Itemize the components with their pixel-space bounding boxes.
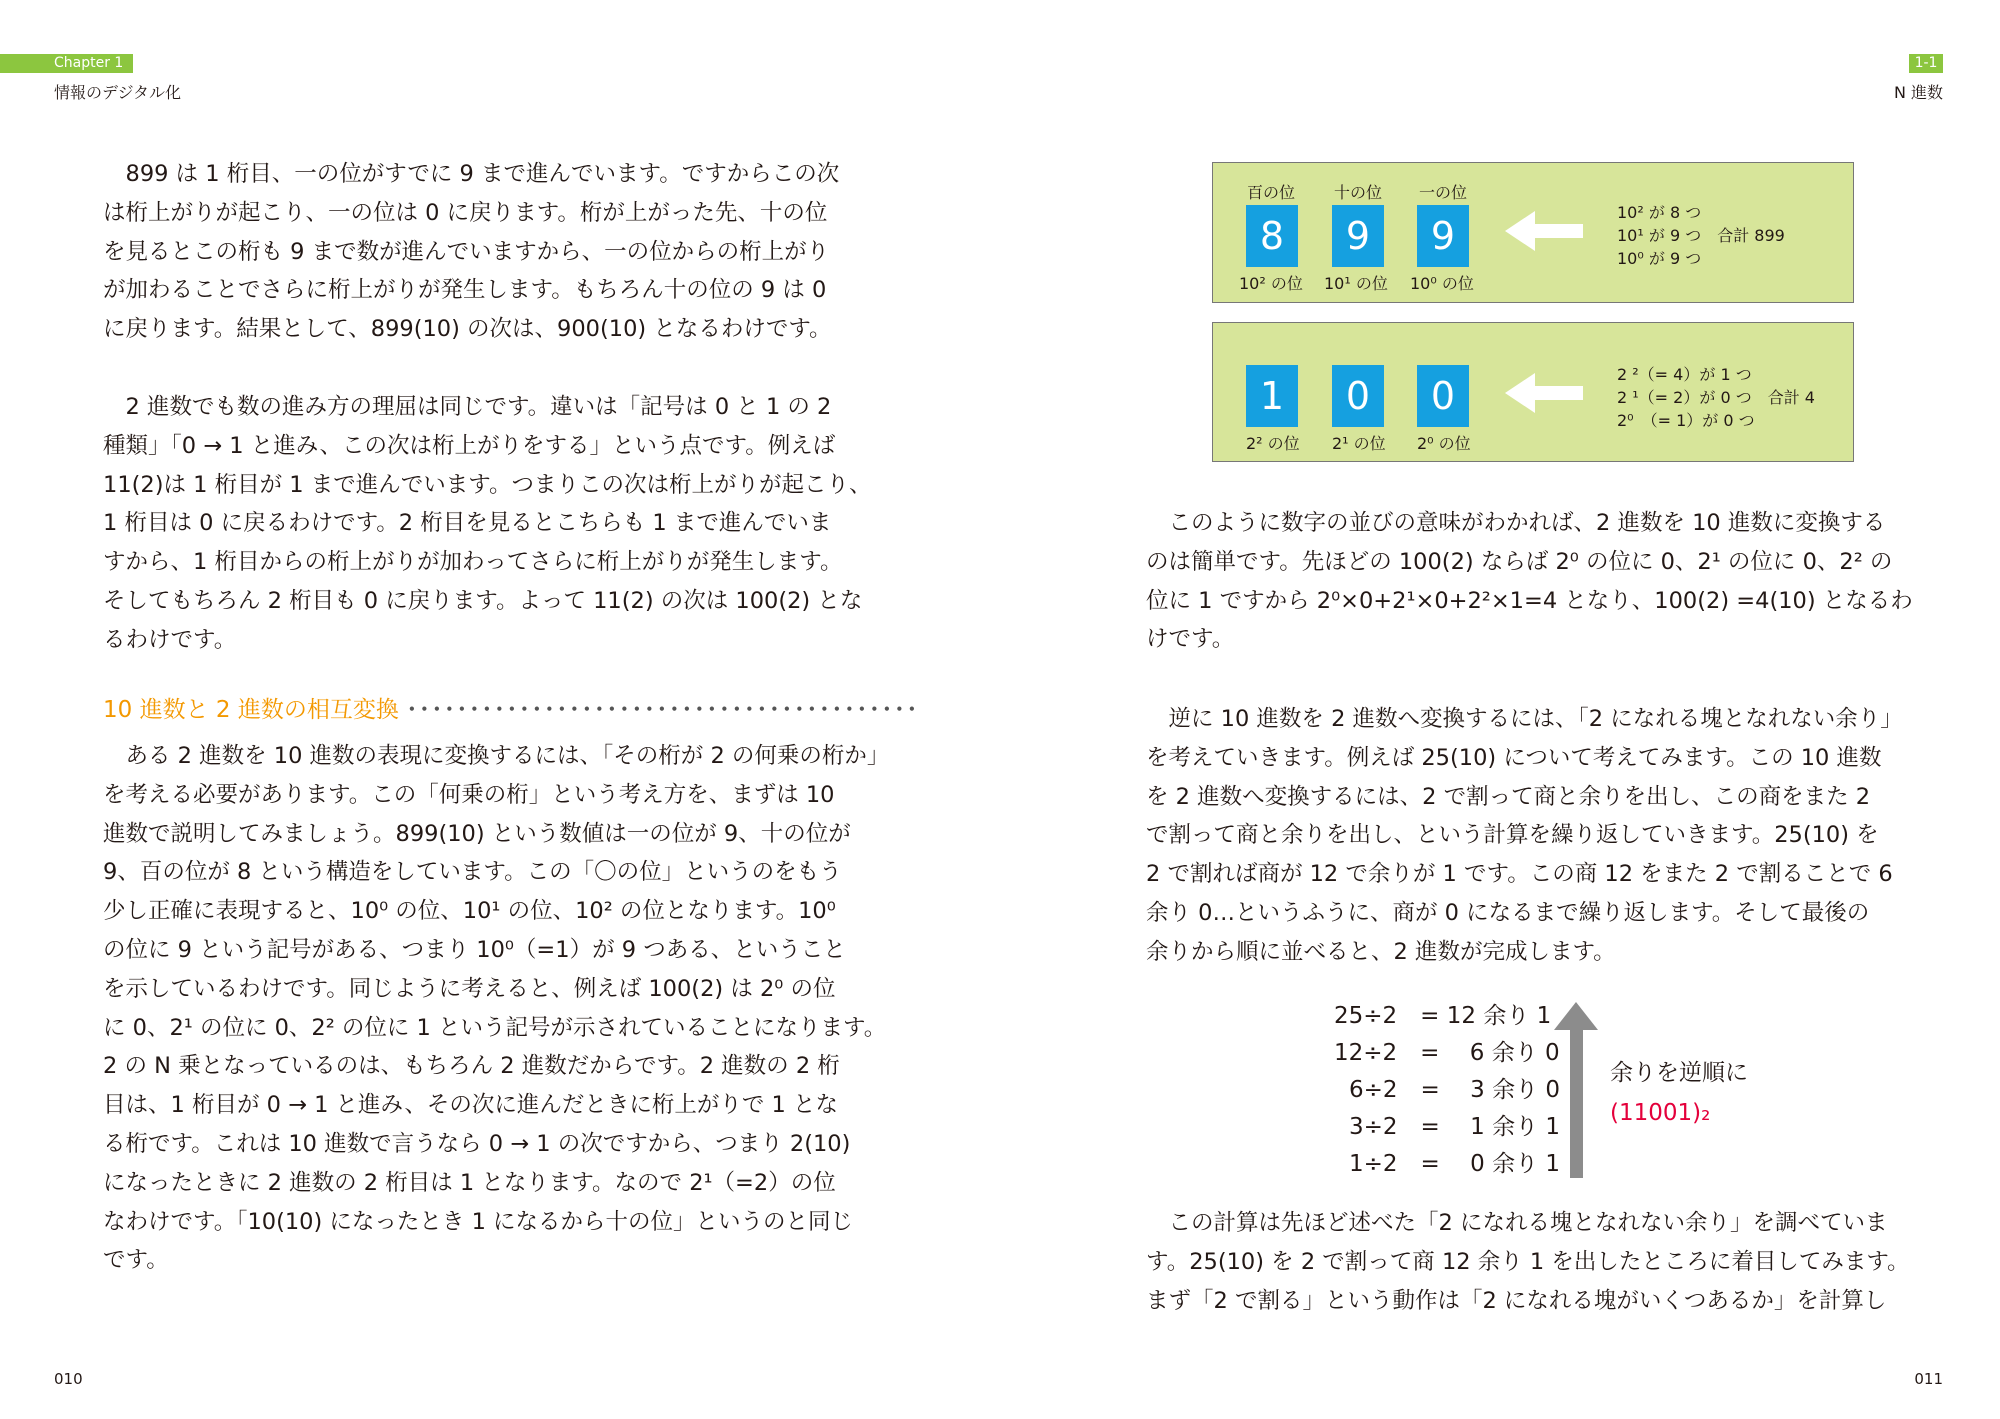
binary-place-figure bbox=[1212, 322, 1854, 462]
paragraph-decimal-to-binary bbox=[1146, 700, 1903, 972]
text-line: 少し正確に表現すると、10⁰ の位、10¹ の位、10² の位となります。10⁰ bbox=[103, 898, 836, 925]
text-line: 2 で割れば商が 12 で余りが 1 です。この商 12 をまた 2 で割ることで 6 bbox=[1146, 861, 1893, 888]
left-arrow-icon bbox=[1505, 211, 1583, 251]
text-line: に 0、2¹ の位に 0、2² の位に 1 という記号が示されていることになります。 bbox=[103, 1014, 887, 1041]
text-line: すから、1 桁目からの桁上がりが加わってさらに桁上がりが発生します。 bbox=[103, 549, 843, 576]
calc-note-text: 余りを逆順に bbox=[1610, 1060, 1748, 1086]
text-line: 9、百の位が 8 という構造をしています。この「〇の位」というのをもう bbox=[103, 859, 842, 886]
section-heading bbox=[103, 691, 919, 729]
right-page bbox=[1000, 0, 2000, 1419]
figure-note bbox=[1617, 363, 1815, 432]
text-line: 2 進数でも数の進み方の理屈は同じです。違いは「記号は 0 と 1 の 2 bbox=[103, 394, 832, 420]
digit-box: 9 bbox=[1332, 205, 1384, 267]
figure-note bbox=[1617, 201, 1785, 270]
text-line: に戻ります。結果として、899(10) の次は、900(10) となるわけです。 bbox=[103, 316, 832, 343]
text-line: す。25(10) を 2 で割って商 12 余り 1 を出したところに着目してみます。 bbox=[1146, 1248, 1910, 1275]
power-label: 2⁰ の位 bbox=[1417, 434, 1471, 453]
power-label: 10² の位 bbox=[1239, 274, 1303, 293]
paragraph-conversion bbox=[103, 737, 889, 1280]
digit-box: 0 bbox=[1332, 365, 1384, 427]
text-line: を考える必要があります。この「何乗の桁」という考え方を、まずは 10 bbox=[103, 781, 835, 808]
heading-dots: ･････････････････････････････････････････ bbox=[406, 697, 919, 723]
decimal-place-figure bbox=[1212, 162, 1854, 303]
paragraph-explanation bbox=[1146, 1204, 1910, 1320]
section-title: N 進数 bbox=[1893, 83, 1943, 102]
note-line: 2⁰ （= 1）が 0 つ bbox=[1617, 411, 1755, 430]
digit-box: 8 bbox=[1246, 205, 1298, 267]
section-tab: 1-1 bbox=[1909, 54, 1943, 73]
text-line: を 2 進数へ変換するには、2 で割って商と余りを出し、この商をまた 2 bbox=[1146, 783, 1871, 810]
text-line: 1 桁目は 0 に戻るわけです。2 桁目を見るとこちらも 1 まで進んでいま bbox=[103, 510, 832, 537]
text-line: このように数字の並びの意味がわかれば、2 進数を 10 進数に変換する bbox=[1146, 510, 1886, 536]
paragraph-binary-to-decimal bbox=[1146, 504, 1913, 659]
text-line: で割って商と余りを出し、という計算を繰り返していきます。25(10) を bbox=[1146, 822, 1879, 849]
text-line: るわけです。 bbox=[103, 626, 237, 653]
text-line: 進数で説明してみましょう。899(10) という数値は一の位が 9、十の位が bbox=[103, 820, 851, 847]
text-line: 899 は 1 桁目、一の位がすでに 9 まで進んでいます。ですからこの次 bbox=[103, 161, 840, 187]
note-line: 10⁰ が 9 つ bbox=[1617, 249, 1702, 268]
chapter-tab: Chapter 1 bbox=[0, 54, 133, 73]
text-line: そしてもちろん 2 桁目も 0 に戻ります。よって 11(2) の次は 100(2) とな bbox=[103, 587, 863, 614]
power-label: 10⁰ の位 bbox=[1410, 274, 1474, 293]
text-line: を考えていきます。例えば 25(10) について考えてみます。この 10 進数 bbox=[1146, 744, 1882, 771]
text-line: けです。 bbox=[1146, 626, 1235, 653]
place-label: 百の位 bbox=[1247, 183, 1296, 202]
calc-row: 12÷2 = 6 余り 0 bbox=[1334, 1040, 1560, 1066]
up-arrow-shaft bbox=[1570, 1030, 1583, 1178]
text-line: この計算は先ほど述べた「2 になれる塊となれない余り」を調べていま bbox=[1146, 1210, 1888, 1236]
paragraph-899 bbox=[103, 155, 839, 349]
note-line: 2 ¹（= 2）が 0 つ 合計 4 bbox=[1617, 388, 1815, 407]
paragraph-binary bbox=[103, 388, 871, 660]
text-line: 位に 1 ですから 2⁰×0+2¹×0+2²×1=4 となり、100(2) =4(10) となるわ bbox=[1146, 587, 1913, 614]
page-number: 010 bbox=[54, 1370, 83, 1388]
place-label: 一の位 bbox=[1419, 183, 1468, 202]
binary-result: (11001)₂ bbox=[1610, 1100, 1711, 1126]
text-line: なわけです。「10(10) になったとき 1 になるから十の位」というのと同じ bbox=[103, 1208, 854, 1235]
place-label: 十の位 bbox=[1334, 183, 1383, 202]
power-label: 2² の位 bbox=[1246, 434, 1300, 453]
power-label: 10¹ の位 bbox=[1324, 274, 1388, 293]
text-line: 2 の N 乗となっているのは、もちろん 2 進数だからです。2 進数の 2 桁 bbox=[103, 1053, 840, 1080]
text-line: ある 2 進数を 10 進数の表現に変換するには、「その桁が 2 の何乗の桁か」 bbox=[103, 743, 890, 769]
text-line: を示しているわけです。同じように考えると、例えば 100(2) は 2⁰ の位 bbox=[103, 975, 836, 1002]
calc-row: 3÷2 = 1 余り 1 bbox=[1349, 1114, 1561, 1140]
power-label: 2¹ の位 bbox=[1332, 434, 1386, 453]
note-line: 10² が 8 つ bbox=[1617, 203, 1702, 222]
text-line: が加わることでさらに桁上がりが発生します。もちろん十の位の 9 は 0 bbox=[103, 277, 827, 304]
text-line: のは簡単です。先ほどの 100(2) ならば 2⁰ の位に 0、2¹ の位に 0、2² の bbox=[1146, 548, 1893, 575]
up-arrow-icon bbox=[1554, 1002, 1598, 1030]
text-line: です。 bbox=[103, 1247, 169, 1274]
calc-note bbox=[1610, 1053, 1748, 1133]
digit-box: 0 bbox=[1417, 365, 1469, 427]
text-line: になったときに 2 進数の 2 桁目は 1 となります。なので 2¹（=2）の位 bbox=[103, 1169, 836, 1196]
text-line: まず「2 で割る」という動作は「2 になれる塊がいくつあるか」を計算し bbox=[1146, 1287, 1887, 1314]
digit-box: 9 bbox=[1417, 205, 1469, 267]
note-line: 2 ²（= 4）が 1 つ bbox=[1617, 365, 1752, 384]
text-line: 余りから順に並べると、2 進数が完成します。 bbox=[1146, 938, 1616, 965]
calc-row: 1÷2 = 0 余り 1 bbox=[1349, 1151, 1561, 1177]
calc-row: 6÷2 = 3 余り 0 bbox=[1349, 1077, 1561, 1103]
left-arrow-icon bbox=[1505, 373, 1583, 413]
text-line: 11(2)は 1 桁目が 1 まで進んでいます。つまりこの次は桁上がりが起こり、 bbox=[103, 471, 872, 498]
calc-row: 25÷2 = 12 余り 1 bbox=[1334, 1003, 1552, 1029]
text-line: は桁上がりが起こり、一の位は 0 に戻ります。桁が上がった先、十の位 bbox=[103, 199, 828, 226]
text-line: 余り 0…というふうに、商が 0 になるまで繰り返します。そして最後の bbox=[1146, 899, 1870, 926]
text-line: 逆に 10 進数を 2 進数へ変換するには、「2 になれる塊となれない余り」 bbox=[1146, 706, 1903, 732]
text-line: 種類」「0 → 1 と進み、この次は桁上がりをする」という点です。例えば bbox=[103, 432, 836, 459]
heading-text: 10 進数と 2 進数の相互変換 bbox=[103, 697, 399, 723]
text-line: る桁です。これは 10 進数で言うなら 0 → 1 の次ですから、つまり 2(10) bbox=[103, 1130, 851, 1157]
text-line: の位に 9 という記号がある、つまり 10⁰（=1）が 9 つある、ということ bbox=[103, 936, 846, 963]
page-number: 011 bbox=[1914, 1370, 1943, 1388]
chapter-title: 情報のデジタル化 bbox=[54, 83, 182, 102]
text-line: を見るとこの桁も 9 まで数が進んでいますから、一の位からの桁上がり bbox=[103, 238, 830, 265]
text-line: 目は、1 桁目が 0 → 1 と進み、その次に進んだときに桁上がりで 1 とな bbox=[103, 1092, 839, 1119]
note-line: 10¹ が 9 つ 合計 899 bbox=[1617, 226, 1785, 245]
digit-box: 1 bbox=[1246, 365, 1298, 427]
